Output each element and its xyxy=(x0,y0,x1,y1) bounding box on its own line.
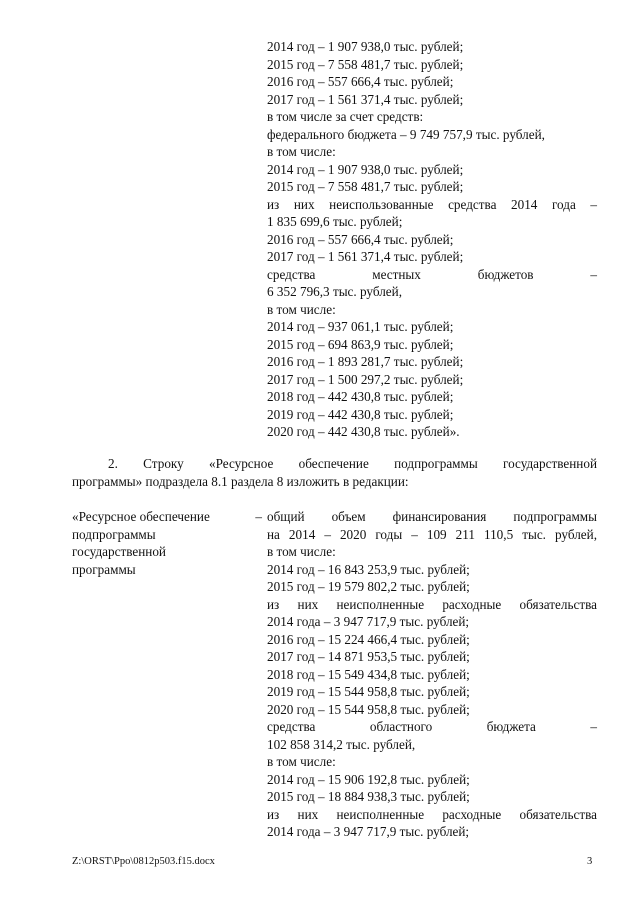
bottom-block-line: 2015 год – 18 884 938,3 тыс. рублей; xyxy=(267,789,470,804)
top-block-line: 2015 год – 7 558 481,7 тыс. рублей; xyxy=(267,56,464,72)
top-block-line: 2016 год – 557 666,4 тыс. рублей; xyxy=(267,74,454,89)
top-block-line: 2020 год – 442 430,8 тыс. рублей». xyxy=(267,424,460,439)
resource-label-text-2: подпрограммы xyxy=(72,526,156,542)
bottom-block-line: на 2014 – 2020 годы – 109 211 110,5 тыс. рублей, xyxy=(267,526,597,542)
top-block-line: 2015 год – 7 558 481,7 тыс. рублей; xyxy=(267,179,464,194)
top-block-line: 2017 год – 1 500 297,2 тыс. рублей; xyxy=(267,371,464,387)
top-block-line: в том числе за счет средств: xyxy=(267,109,424,124)
page-number: 3 xyxy=(587,856,593,867)
resource-label-text-3: государственной xyxy=(72,544,166,559)
top-block-line: 2014 год – 1 907 938,0 тыс. рублей; xyxy=(267,39,464,54)
top-block-line: 2017 год – 1 561 371,4 тыс. рублей; xyxy=(267,249,464,264)
bottom-block-line: 2014 год – 15 906 192,8 тыс. рублей; xyxy=(267,771,470,787)
bottom-block-line: 2016 год – 15 224 466,4 тыс. рублей; xyxy=(267,631,470,647)
top-block-line: 2016 год – 557 666,4 тыс. рублей; xyxy=(267,231,454,247)
top-block-line: 2019 год – 442 430,8 тыс. рублей; xyxy=(267,406,454,422)
top-block-line: 2017 год – 1 561 371,4 тыс. рублей; xyxy=(267,91,464,107)
resource-label-text-4: программы xyxy=(72,561,136,577)
bottom-block-line: общий объем финансирования подпрограммы xyxy=(267,509,597,524)
bottom-block-line: средства областного бюджета – xyxy=(267,719,597,734)
bottom-block-line: 2015 год – 19 579 802,2 тыс. рублей; xyxy=(267,579,470,594)
top-block-line: 2014 год – 1 907 938,0 тыс. рублей; xyxy=(267,161,464,177)
top-block-line: федерального бюджета – 9 749 757,9 тыс. рублей, xyxy=(267,126,545,142)
funding-breakdown-bottom xyxy=(267,508,597,841)
resource-label-first-line xyxy=(72,508,262,526)
bottom-block-line: 102 858 314,2 тыс. рублей, xyxy=(267,736,416,752)
bottom-block-line: в том числе: xyxy=(267,754,336,769)
resource-label-text-1: «Ресурсное обеспечение xyxy=(72,509,210,524)
bottom-block-line: из них неисполненные расходные обязательства xyxy=(267,596,597,612)
top-block-line: 6 352 796,3 тыс. рублей, xyxy=(267,284,403,299)
paragraph-2-line-2: программы» подраздела 8.1 раздела 8 изложить в редакции: xyxy=(72,473,409,489)
bottom-block-line: 2018 год – 15 549 434,8 тыс. рублей; xyxy=(267,666,470,682)
bottom-block-line: в том числе: xyxy=(267,544,336,559)
bottom-block-line: из них неисполненные расходные обязательства xyxy=(267,806,597,822)
bottom-block-line: 2014 года – 3 947 717,9 тыс. рублей; xyxy=(267,614,470,629)
top-block-line: 2015 год – 694 863,9 тыс. рублей; xyxy=(267,336,454,352)
bottom-block-line: 2019 год – 15 544 958,8 тыс. рублей; xyxy=(267,684,470,699)
paragraph-2 xyxy=(72,455,597,490)
footer-file-path: Z:\ORST\Ppo\0812p503.f15.docx xyxy=(72,856,215,867)
top-block-line: в том числе: xyxy=(267,144,336,159)
top-block-line: в том числе: xyxy=(267,301,336,317)
top-block-line: 2018 год – 442 430,8 тыс. рублей; xyxy=(267,389,454,404)
funding-breakdown-top xyxy=(267,38,597,441)
top-block-line: 2016 год – 1 893 281,7 тыс. рублей; xyxy=(267,354,464,369)
bottom-block-line: 2020 год – 15 544 958,8 тыс. рублей; xyxy=(267,701,470,717)
top-block-line: из них неиспользованные средства 2014 года – xyxy=(267,196,597,212)
bottom-block-line: 2014 год – 16 843 253,9 тыс. рублей; xyxy=(267,561,470,577)
resource-label-column xyxy=(72,508,262,578)
top-block-line: 2014 год – 937 061,1 тыс. рублей; xyxy=(267,319,454,334)
bottom-block-line: 2017 год – 14 871 953,5 тыс. рублей; xyxy=(267,649,470,664)
top-block-line: 1 835 699,6 тыс. рублей; xyxy=(267,214,403,229)
resource-label-dash: – xyxy=(255,509,262,524)
bottom-block-line: 2014 года – 3 947 717,9 тыс. рублей; xyxy=(267,824,470,839)
top-block-line: средства местных бюджетов – xyxy=(267,266,597,282)
paragraph-2-line-1: 2. Строку «Ресурсное обеспечение подпрограммы государственной xyxy=(108,456,597,471)
